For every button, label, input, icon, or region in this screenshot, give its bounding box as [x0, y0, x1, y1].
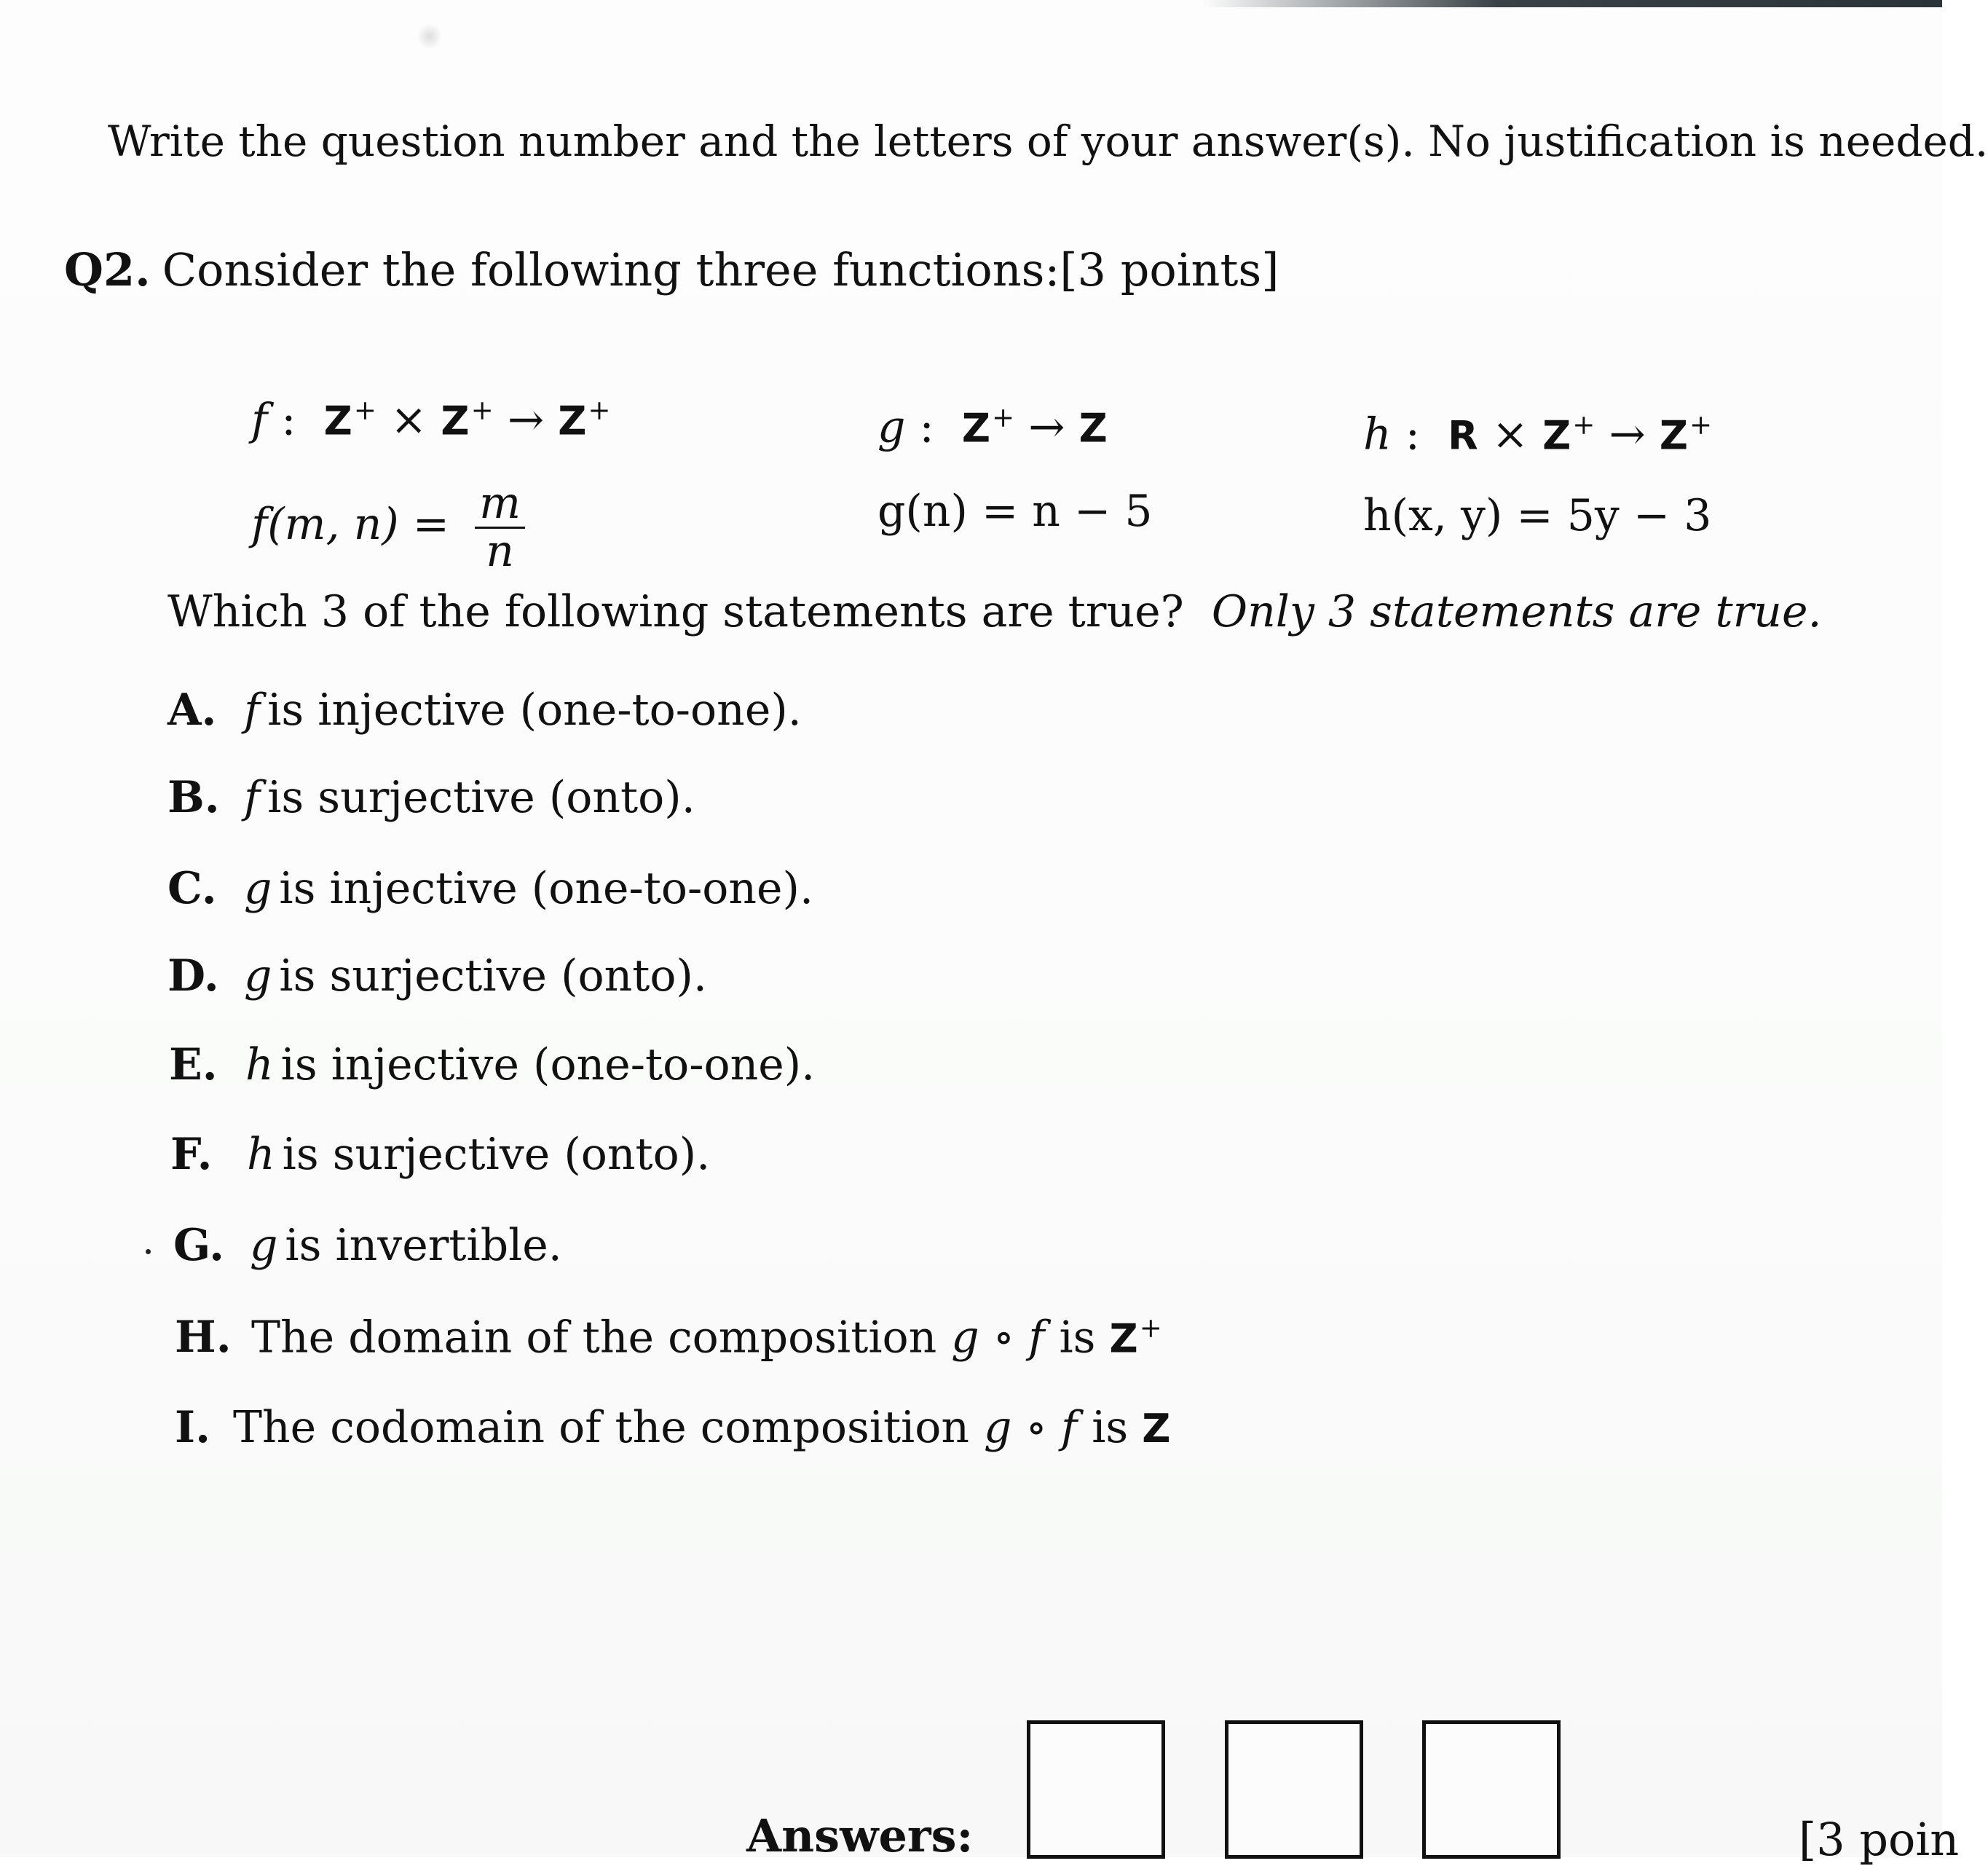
f-numerator: m — [475, 481, 525, 529]
option-set: Z — [1109, 1315, 1138, 1362]
option-g — [173, 1220, 562, 1271]
h-codomain: Z — [1659, 412, 1689, 459]
option-a — [167, 685, 802, 736]
option-letter: G. — [173, 1220, 224, 1271]
option-set-sup: + — [1139, 1312, 1162, 1344]
f-fraction — [475, 478, 525, 577]
f-lhs: f(m, n) = — [251, 499, 450, 551]
option-function: g — [244, 863, 272, 914]
f-times: × — [390, 394, 427, 446]
g-signature: g : Z+ → Z — [877, 401, 1108, 453]
h-name: h — [1363, 409, 1392, 460]
h-arrow: → — [1609, 409, 1646, 460]
prompt-emphasis: Only 3 statements are true. — [1211, 586, 1822, 637]
option-text: The domain of the composition — [251, 1312, 937, 1363]
g-rule: g(n) = n − 5 — [877, 486, 1153, 537]
question-number: Q2. — [64, 243, 151, 296]
h-rule: h(x, y) = 5y − 3 — [1363, 490, 1712, 541]
option-text: is surjective (onto). — [282, 1129, 711, 1180]
option-letter: H. — [175, 1312, 232, 1363]
option-composition: g ∘ f — [951, 1312, 1045, 1363]
h-domain2-sup: + — [1572, 409, 1595, 441]
option-text: is injective (one-to-one). — [267, 685, 802, 736]
option-text: is injective (one-to-one). — [280, 1039, 816, 1090]
h-domain: R — [1448, 412, 1478, 459]
f-domain-sup: + — [353, 394, 376, 426]
option-text: The codomain of the composition — [233, 1402, 970, 1453]
f-domain2: Z — [441, 398, 470, 444]
g-codomain: Z — [1078, 405, 1108, 452]
option-composition: g ∘ f — [984, 1402, 1078, 1453]
option-function: g — [244, 950, 272, 1001]
f-domain: Z — [323, 398, 352, 444]
option-f — [170, 1129, 711, 1180]
option-text: is invertible. — [285, 1220, 562, 1271]
option-letter: I. — [175, 1402, 210, 1453]
option-h — [175, 1312, 1162, 1363]
f-rule — [251, 478, 525, 577]
g-domain-sup: + — [992, 401, 1015, 433]
f-domain2-sup: + — [470, 394, 494, 426]
points-footer: [3 poin — [1799, 1813, 1960, 1866]
option-d — [167, 950, 707, 1001]
answer-box-2[interactable] — [1225, 1720, 1363, 1859]
option-letter: E. — [169, 1039, 218, 1090]
option-e — [169, 1039, 816, 1090]
option-text: is surjective (onto). — [267, 772, 695, 823]
h-domain2: Z — [1542, 412, 1571, 459]
option-i — [175, 1402, 1171, 1453]
option-function: f — [244, 772, 261, 823]
option-letter: A. — [167, 685, 217, 736]
paper-smudge — [419, 22, 441, 51]
f-arrow: → — [507, 394, 545, 446]
option-function: f — [244, 685, 261, 736]
question-text: Consider the following three functions:[3 points] — [162, 243, 1279, 296]
answer-box-1[interactable] — [1027, 1720, 1165, 1859]
option-suffix: is — [1092, 1402, 1129, 1453]
instructions-text: Write the question number and the letters of your answer(s). No justification is needed. — [108, 117, 1988, 166]
f-codomain-sup: + — [588, 394, 611, 426]
option-letter: D. — [167, 950, 219, 1001]
option-c — [167, 863, 814, 914]
g-arrow: → — [1028, 401, 1065, 453]
g-domain: Z — [961, 405, 991, 452]
f-denominator: n — [486, 526, 514, 577]
option-set: Z — [1142, 1406, 1171, 1452]
page-top-shadow — [1202, 0, 1942, 7]
stray-dot — [146, 1249, 151, 1254]
option-function: g — [250, 1220, 278, 1271]
prompt — [167, 586, 1822, 637]
option-letter: C. — [167, 863, 217, 914]
f-signature: f : Z+ × Z+ → Z+ — [251, 394, 611, 446]
prompt-text: Which 3 of the following statements are true? — [167, 586, 1184, 637]
option-function: h — [245, 1039, 274, 1090]
h-codomain-sup: + — [1689, 409, 1713, 441]
g-name: g — [877, 401, 906, 453]
f-codomain: Z — [558, 398, 587, 444]
question-header — [64, 243, 1279, 296]
h-times: × — [1491, 409, 1529, 460]
option-letter: B. — [167, 772, 220, 823]
answers-label: Answers: — [746, 1809, 974, 1862]
option-function: h — [247, 1129, 275, 1180]
option-suffix: is — [1059, 1312, 1096, 1363]
h-signature: h : R × Z+ → Z+ — [1363, 409, 1713, 460]
option-b — [167, 772, 695, 823]
option-letter: F. — [170, 1129, 213, 1180]
answer-box-3[interactable] — [1422, 1720, 1561, 1859]
option-text: is injective (one-to-one). — [279, 863, 814, 914]
f-name: f — [251, 394, 268, 446]
option-text: is surjective (onto). — [279, 950, 707, 1001]
